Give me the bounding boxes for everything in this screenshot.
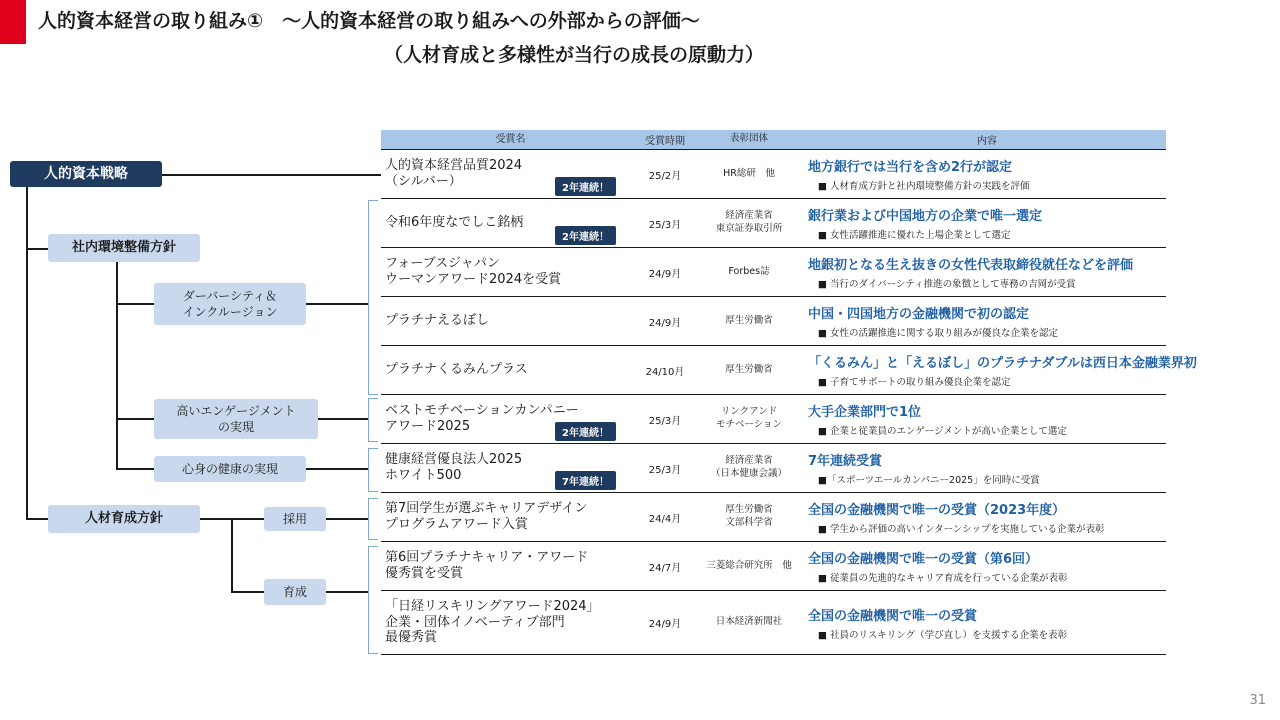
health-box: 心身の健康の実現 <box>154 456 306 482</box>
award-content <box>804 254 1166 290</box>
table-row <box>381 444 1166 493</box>
engagement-box: 高いエンゲージメント の実現 <box>154 399 318 439</box>
award-content <box>804 352 1197 388</box>
diversity-box: ダーバーシティ＆ インクルージョン <box>154 283 306 325</box>
award-date: 24/9月 <box>648 268 682 280</box>
content-headline: 全国の金融機関で唯一の受賞（第6回） <box>808 552 1039 567</box>
award-content <box>804 548 1166 584</box>
award-org: 日本経済新聞社 <box>715 616 783 628</box>
group-bracket-health <box>368 448 378 492</box>
content-headline: 全国の金融機関で唯一の受賞（2023年度） <box>808 503 1066 518</box>
content-headline: 地銀初となる生え抜きの女性代表取締役就任などを評価 <box>808 258 1134 273</box>
award-org: 経済産業省 東京証券取引所 <box>715 210 783 234</box>
content-headline: 地方銀行では当行を含め2行が認定 <box>808 160 1013 175</box>
award-content <box>804 450 1166 486</box>
award-name: 人的資本経営品質2024 （シルバー） <box>385 158 523 189</box>
award-date: 24/7月 <box>648 562 682 574</box>
award-org: 経済産業省 （日本健康会議） <box>710 455 787 479</box>
award-name: 健康経営優良法人2025 ホワイト500 <box>385 452 523 483</box>
content-detail: ■ 女性の活躍推進に関する取り組みが優良な企業を認定 <box>818 328 1058 339</box>
award-org: 厚生労働省 <box>725 314 773 326</box>
training-box: 育成 <box>264 579 326 605</box>
content-detail: ■ 従業員の先進的なキャリア育成を行っている企業が表彰 <box>818 573 1068 584</box>
header-date: 受賞時期 <box>645 136 685 147</box>
group-bracket-engagement <box>368 398 378 442</box>
award-content <box>804 156 1166 192</box>
table-row <box>381 346 1197 395</box>
award-date: 25/2月 <box>648 170 682 182</box>
tree-line <box>116 468 154 470</box>
award-content <box>804 499 1166 535</box>
group-bracket-training <box>368 546 378 654</box>
tree-line <box>26 186 28 520</box>
header-content: 内容 <box>977 136 997 147</box>
environment-policy-box: 社内環境整備方針 <box>48 234 200 262</box>
tree-line <box>116 303 154 305</box>
header-award: 受賞名 <box>495 133 526 145</box>
tree-line <box>231 591 264 593</box>
table-row <box>381 150 1166 199</box>
content-headline: 7年連続受賞 <box>808 454 883 469</box>
tree-line <box>306 468 368 470</box>
table-row <box>381 591 1166 655</box>
content-headline: 全国の金融機関で唯一の受賞 <box>808 608 978 624</box>
tree-line <box>326 518 368 520</box>
award-name: 第6回プラチナキャリア・アワード 優秀賞を受賞 <box>385 550 589 581</box>
award-date: 24/10月 <box>645 366 685 378</box>
award-date: 24/4月 <box>648 513 682 525</box>
award-org: 厚生労働省 <box>725 363 773 375</box>
table-row <box>381 395 1166 444</box>
content-headline: 銀行業および中国地方の企業で唯一選定 <box>808 209 1043 224</box>
award-date: 25/3月 <box>648 464 682 476</box>
award-name: 「日経リスキリングアワード2024」 企業・団体イノベーティブ部門 最優秀賞 <box>385 599 600 646</box>
table-row <box>381 199 1166 248</box>
award-org: 三菱総合研究所 他 <box>706 559 792 571</box>
award-name: 令和6年度なでしこ銘柄 <box>385 215 524 231</box>
award-date: 24/9月 <box>648 619 682 630</box>
award-org: リンクアンド モチベーション <box>715 406 783 430</box>
development-policy-box: 人材育成方針 <box>48 505 200 533</box>
recruit-box: 採用 <box>264 507 326 531</box>
group-bracket-recruit <box>368 498 378 540</box>
tree-line <box>26 518 48 520</box>
table-row <box>381 297 1166 346</box>
award-date: 24/9月 <box>648 317 682 329</box>
table-row <box>381 248 1166 297</box>
page-title: 人的資本経営の取り組み① ～人的資本経営の取り組みへの外部からの評価～ <box>38 10 700 32</box>
tree-line <box>306 303 368 305</box>
tree-line <box>318 418 368 420</box>
content-headline: 「くるみん」と「えるぼし」のプラチナダブルは西日本金融業界初 <box>808 356 1197 371</box>
award-name: プラチナえるぼし <box>385 313 490 329</box>
page-subtitle: （人材育成と多様性が当行の成長の原動力） <box>384 44 765 66</box>
content-headline: 中国・四国地方の金融機関で初の認定 <box>808 307 1030 322</box>
content-detail: ■「スポーツエールカンパニー2025」を同時に受賞 <box>818 475 1040 486</box>
content-detail: ■ 企業と従業員のエンゲージメントが高い企業として選定 <box>818 426 1067 437</box>
award-content <box>804 605 1166 641</box>
content-detail: ■ 人材育成方針と社内環境整備方針の実践を評価 <box>818 181 1030 192</box>
title-accent-bar <box>0 0 26 44</box>
tree-line <box>326 591 368 593</box>
content-headline: 大手企業部門で1位 <box>808 405 922 420</box>
award-org: HR総研 他 <box>723 167 775 179</box>
content-detail: ■ 子育てサポートの取り組み優良企業を認定 <box>818 377 1011 388</box>
table-header <box>381 130 1166 150</box>
content-detail: ■ 当行のダイバーシティ推進の象徴として専務の吉岡が受賞 <box>818 279 1076 290</box>
consecutive-badge: 2年連続！ <box>555 422 616 441</box>
tree-line <box>160 174 381 176</box>
awards-table <box>381 130 1197 655</box>
award-name: フォーブスジャパン ウーマンアワード2024を受賞 <box>385 256 562 287</box>
award-date: 25/3月 <box>648 219 682 231</box>
tree-line <box>231 518 233 592</box>
award-content <box>804 303 1166 339</box>
award-name: 第7回学生が選ぶキャリアデザイン プログラムアワード入賞 <box>385 501 588 532</box>
consecutive-badge: 2年連続！ <box>555 177 616 196</box>
page-number: 31 <box>1249 693 1266 708</box>
award-date: 25/3月 <box>648 415 682 427</box>
content-detail: ■ 学生から評価の高いインターンシップを実施している企業が表彰 <box>818 524 1105 535</box>
content-detail: ■ 社員のリスキリング（学び直し）を支援する企業を表彰 <box>818 629 1068 641</box>
award-content <box>804 205 1166 241</box>
consecutive-badge: 2年連続！ <box>555 226 616 245</box>
tree-line <box>26 248 48 250</box>
award-org: Forbes誌 <box>728 265 770 277</box>
header-org: 表彰団体 <box>729 133 768 145</box>
award-name: ベストモチベーションカンパニー アワード2025 <box>385 403 579 434</box>
award-org: 厚生労働省 文部科学省 <box>725 504 773 528</box>
tree-line <box>116 418 154 420</box>
strategy-box: 人的資本戦略 <box>10 161 162 187</box>
tree-line <box>116 260 118 470</box>
award-content <box>804 401 1166 437</box>
consecutive-badge: 7年連続！ <box>555 471 616 490</box>
award-name: プラチナくるみんプラス <box>385 362 528 378</box>
table-row <box>381 542 1166 591</box>
content-detail: ■ 女性活躍推進に優れた上場企業として選定 <box>818 230 1011 241</box>
table-row <box>381 493 1166 542</box>
group-bracket-diversity <box>368 200 378 395</box>
